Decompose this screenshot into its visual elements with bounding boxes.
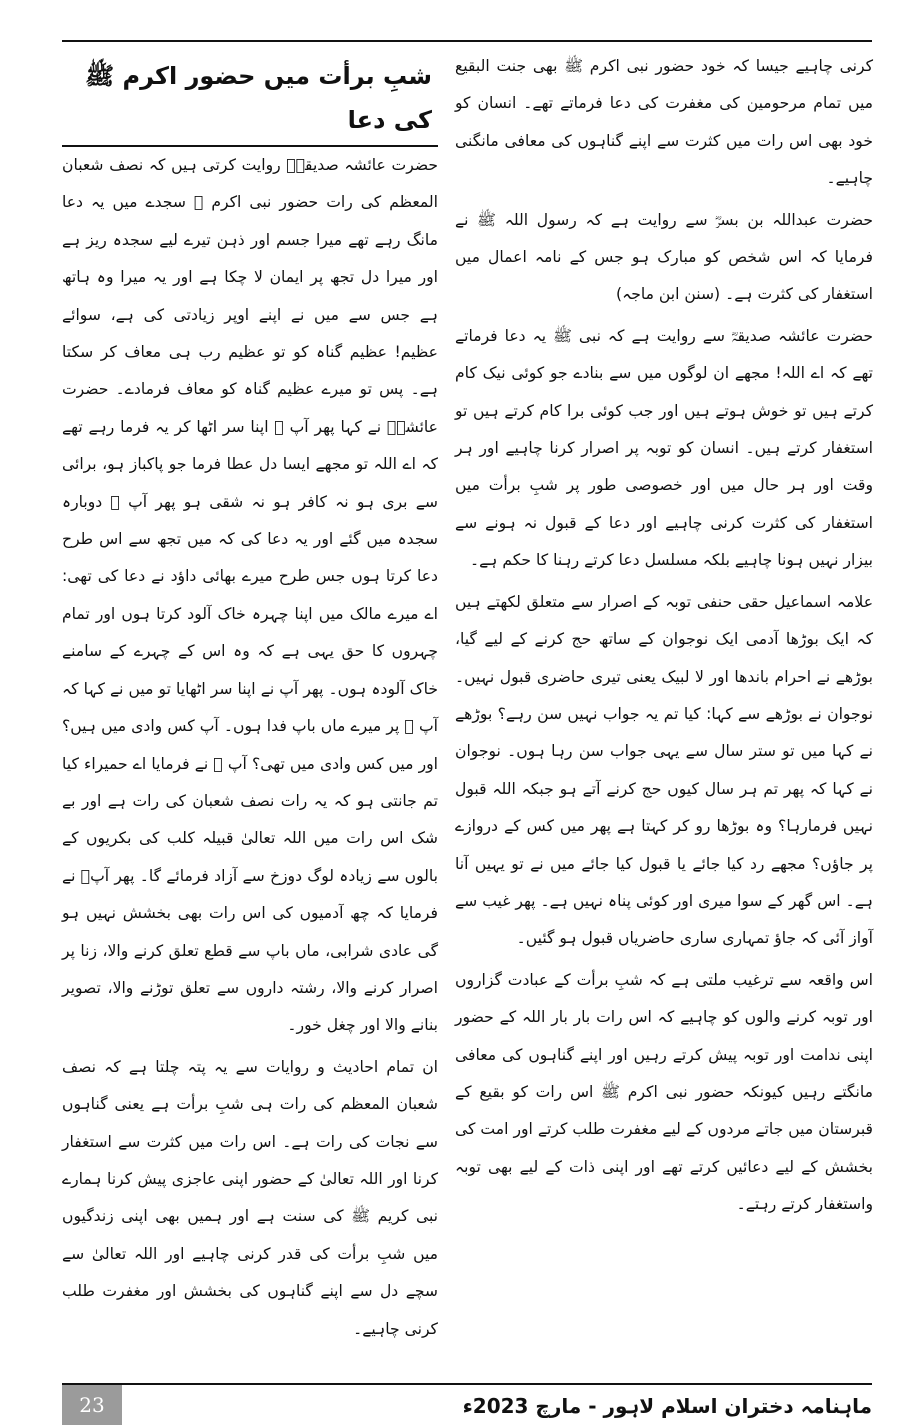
paragraph: ان تمام احادیث و روایات سے یہ پتہ چلتا ہے کہ نصف شعبان المعظم کی رات ہی شبِ برأت ہے یعنی گناہوں سے نجات کی رات ہے۔ اس رات میں کثرت سے استغفار کرنا اور اللہ تعالیٰ کے حضور اپنی عاجزی پیش کرنا ہمارے نبی کریم ﷺ کی سنت ہے اور ہمیں بھی اپنی زندگیوں میں شبِ برأت کی قدر کرنی چاہیے اور اللہ تعالیٰ سے سچے دل سے اپنے گناہوں کی بخشش اور مغفرت طلب کرنی چاہیے۔ xyxy=(62,1057,438,1338)
paragraph: حضرت عبداللہ بن بسرؓ سے روایت ہے کہ رسول اللہ ﷺ نے فرمایا کہ اس شخص کو مبارک ہو جس کے نامہ اعمال میں استغفار کی کثرت ہے۔ (سنن ابن ماجہ) xyxy=(455,210,873,304)
paragraph: حضرت عائشہ صدیقہؓ سے روایت ہے کہ نبی ﷺ یہ دعا فرماتے تھے کہ اے اللہ! مجھے ان لوگوں میں سے بنادے جو کوئی نیک کام کرتے ہیں تو خوش ہوتے ہیں اور جب کوئی برا کام کرتے ہیں تو استغفار کرتے ہیں۔ انسان کو توبہ پر اصرار کرنا چاہیے اور ہر وقت اور ہر حال میں اور خصوصی طور پر شبِ برأت میں استغفار کی کثرت کرنی چاہیے اور دعا کے قبول نہ ہونے سے بیزار نہیں ہونا چاہیے بلکہ مسلسل دعا کرتے رہنا کا حکم ہے۔ xyxy=(455,326,873,570)
paragraph: اس واقعہ سے ترغیب ملتی ہے کہ شبِ برأت کے عبادت گزاروں اور توبہ کرنے والوں کو چاہیے کہ اس رات بار بار اللہ کے حضور اپنی ندامت اور توبہ پیش کرتے رہیں اور اپنے گناہوں کی معافی مانگتے رہیں کیونکہ حضور نبی اکرم ﷺ اس رات کو بقیع کے قبرستان میں جاتے مردوں کے لیے مغفرت طلب کرتے اور امت کی بخشش کے لیے دعائیں کرتے تھے اور اپنی ذات کے لیے بھی توبہ واستغفار کرتے رہتے۔ xyxy=(455,970,873,1214)
left-column xyxy=(62,48,438,1352)
paragraph: کرنی چاہیے جیسا کہ خود حضور نبی اکرم ﷺ بھی جنت البقیع میں تمام مرحومین کی مغفرت کی دعا فرماتے تھے۔ انسان کو خود بھی اس رات میں کثرت سے اپنے گناہوں کی معافی مانگنی چاہیے۔ xyxy=(455,57,873,188)
top-rule xyxy=(62,40,872,42)
magazine-title: ماہنامہ دختران اسلام لاہور - مارچ 2023ء xyxy=(462,1394,872,1418)
paragraph: علامہ اسماعیل حقی حنفی توبہ کے اصرار سے متعلق لکھتے ہیں کہ ایک بوڑھا آدمی ایک نوجوان کے ساتھ حج کرنے کے لیے گیا، بوڑھے نے احرام باندھا اور لا لبیک یعنی تیری حاضری قبول نہیں۔ نوجوان نے بوڑھے سے کہا: کیا تم یہ جواب نہیں سن رہے؟ بوڑھے نے کہا میں تو ستر سال سے یہی جواب سن رہا ہوں۔ نوجوان نے کہا کہ پھر تم ہر سال کیوں حج کرنے آتے ہو جبکہ اللہ قبول نہیں فرمارہا؟ وہ بوڑھا رو کر کہتا ہے پھر میں کس کے دروازے پر جاؤں؟ مجھے رد کیا جائے یا قبول کیا جائے میں نے تو یہیں آنا ہے۔ اس گھر کے سوا میری اور کوئی پناہ نہیں ہے۔ پھر غیب سے آواز آئی کہ جاؤ تمہاری ساری حاضریاں قبول ہو گئیں۔ xyxy=(455,592,873,948)
right-column xyxy=(455,48,873,1228)
page-number: 23 xyxy=(62,1385,122,1425)
paragraph: حضرت عائشہ صدیقہؓ روایت کرتی ہیں کہ نصف شعبان المعظم کی رات حضور نبی اکرم ﷺ سجدے میں یہ دعا مانگ رہے تھے میرا جسم اور ذہن تیرے لیے سجدہ ریز ہے اور میرا دل تجھ پر ایمان لا چکا ہے اور یہ میرا وہ ہاتھ ہے جس سے میں نے اپنے اوپر زیادتی کی ہے، سوائے عظیم! عظیم گناہ کو تو عظیم رب ہی معاف کر سکتا ہے۔ پس تو میرے عظیم گناہ کو معاف فرمادے۔ حضرت عائشہؓ نے کہا پھر آپ ﷺ اپنا سر اٹھا کر یہ فرما رہے تھے کہ اے اللہ تو مجھے ایسا دل عطا فرما جو پاکباز ہو، برائی سے بری ہو نہ کافر ہو نہ شقی ہو پھر آپ ﷺ دوبارہ سجدہ میں گئے اور یہ دعا کی کہ میں تجھ سے اس طرح دعا کرتا ہوں جس طرح میرے بھائی داؤد نے دعا کی تھی: اے میرے مالک میں اپنا چہرہ خاک آلود کرتا ہوں اور تمام چہروں کا حق یہی ہے کہ وہ اس کے چہرے کے سامنے خاک آلودہ ہوں۔ پھر آپ نے اپنا سر اٹھایا تو میں نے کہا کہ آپ ﷺ پر میرے ماں باپ فدا ہوں۔ آپ کس وادی میں ہیں؟ اور میں کس وادی میں تھی؟ آپ ﷺ نے فرمایا اے حمیراء کیا تم جانتی ہو کہ یہ رات نصف شعبان کی رات ہے اور بے شک اس رات میں اللہ تعالیٰ قبیلہ کلب کی بکریوں کے بالوں سے زیادہ لوگ دوزخ سے آزاد فرمائے گا۔ پھر آپؐ نے فرمایا کہ چھ آدمیوں کی اس رات بھی بخشش نہیں ہو گی عادی شرابی، ماں باپ سے قطع تعلق کرنے والا، زنا پر اصرار کرنے والا، رشتہ داروں سے تعلق توڑنے والا، تصویر بنانے والا اور چغل خور۔ xyxy=(62,156,438,1035)
section-heading: شبِ برأت میں حضور اکرم ﷺ کی دعا xyxy=(62,54,438,147)
footer-rule xyxy=(62,1383,872,1385)
page-footer xyxy=(62,1383,872,1425)
